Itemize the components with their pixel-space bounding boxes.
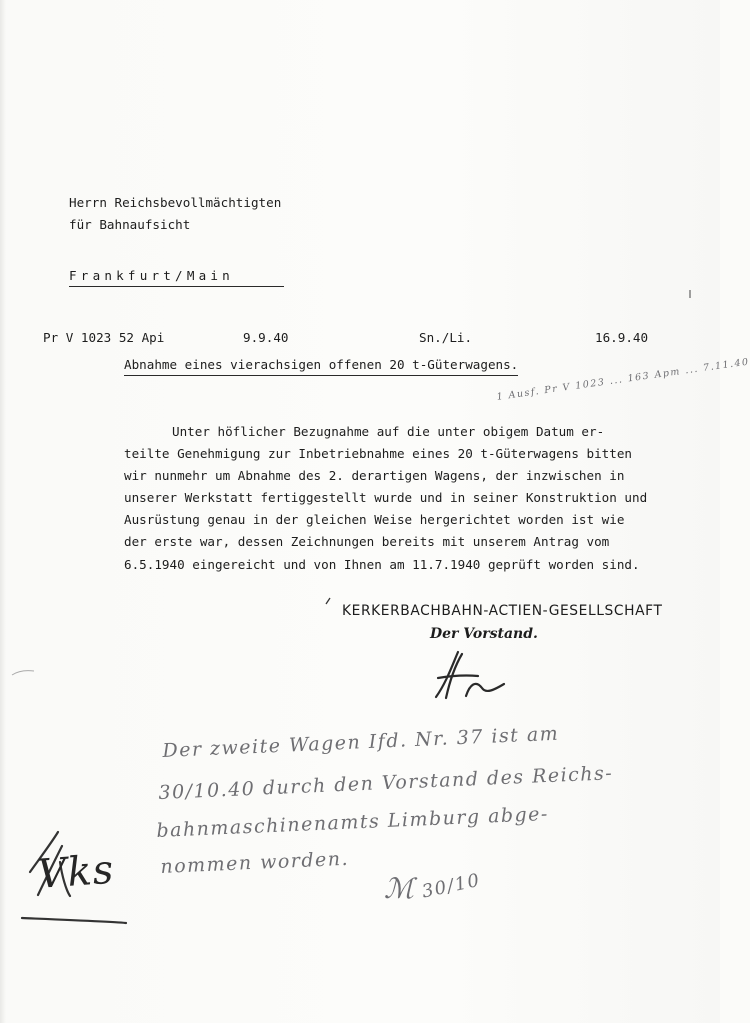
body-line-2: teilte Genehmigung zur Inbetriebnahme eines 20 t-Güterwagens bitten (124, 446, 632, 461)
pencil-note-line-2: 30/10.40 durch den Vorstand des Reichs- (158, 762, 614, 804)
pencil-initials: ℳ (384, 872, 414, 905)
body-line-4: unserer Werkstatt fertiggestellt wurde und in seiner Konstruktion und (124, 490, 648, 505)
body-line-7: 6.5.1940 eingereicht und von Ihnen am 11.7.1940 geprüft worden sind. (124, 557, 640, 572)
reference-initials: Sn./Li. (419, 330, 473, 345)
pencil-note-line-3: bahnmaschinenamts Limburg abge- (156, 802, 550, 842)
pencil-note-line-4: nommen worden. (160, 847, 350, 878)
recipient-line-1: Herrn Reichsbevollmächtigten (69, 195, 282, 210)
signature-icon (436, 652, 504, 698)
recipient-line-2: für Bahnaufsicht (69, 217, 191, 232)
pencil-note-date: 30/10 (420, 869, 483, 903)
body-line-3: wir nunmehr um Abnahme des 2. derartigen Wagens, der inzwischen in (124, 468, 625, 483)
recipient-city: Frankfurt/Main (69, 270, 284, 287)
company-name-stamp: KERKERBACHBAHN-ACTIEN-GESELLSCHAFT (342, 603, 663, 619)
letter-date: 16.9.40 (595, 330, 649, 345)
file-number: Pr V 1023 52 Api (43, 330, 165, 345)
margin-annotation: 1 Ausf. Pr V 1023 ... 163 Apm ... 7.11.40 (496, 356, 750, 403)
edge-smudge (12, 671, 34, 675)
pencil-note-line-1: Der zweite Wagen Ifd. Nr. 37 ist am (162, 722, 560, 762)
reference-date: 9.9.40 (243, 330, 289, 345)
ink-initials: Vks (36, 846, 116, 898)
body-line-1: Unter höflicher Bezugnahme auf die unter obigem Datum er- (172, 424, 605, 439)
body-line-6: der erste war, dessen Zeichnungen bereits mit unserem Antrag vom (124, 534, 610, 549)
body-line-5: Ausrüstung genau in der gleichen Weise hergerichtet worden ist wie (124, 512, 625, 527)
subject-line: Abnahme eines vierachsigen offenen 20 t-Güterwagens. (124, 359, 518, 376)
stamp-tick-mark (326, 598, 330, 604)
board-label: Der Vorstand. (430, 626, 538, 642)
